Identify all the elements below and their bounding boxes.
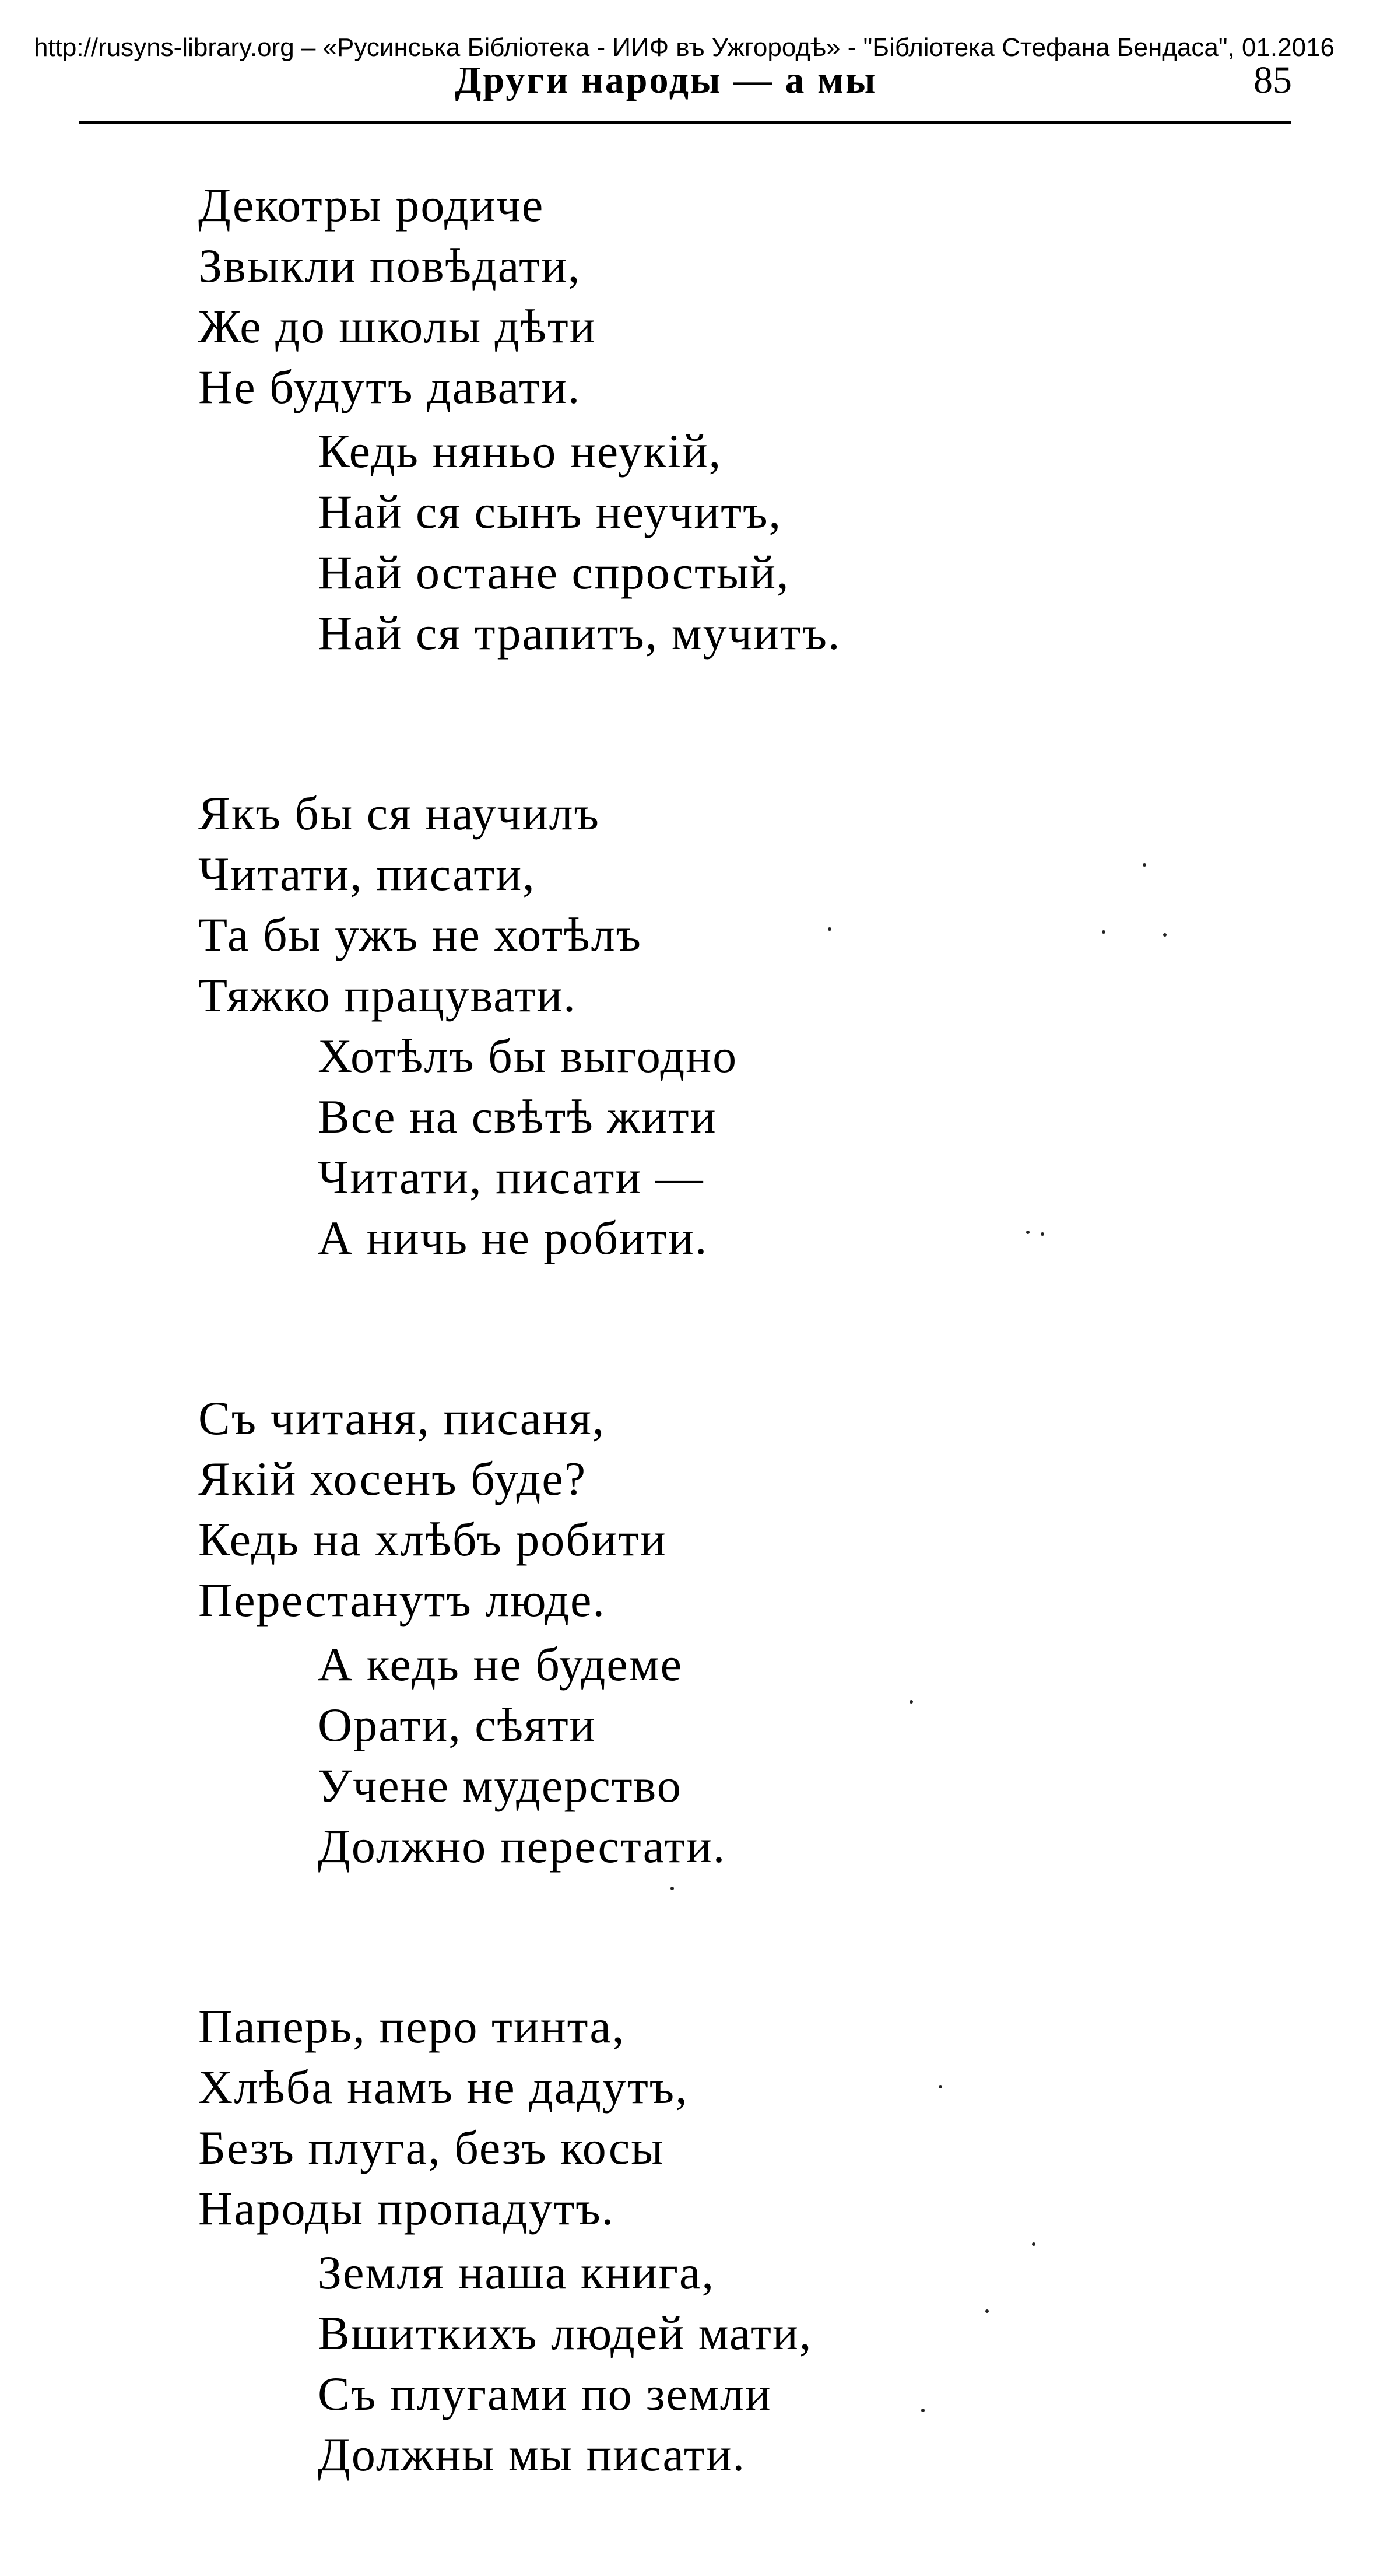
header-rule [79, 121, 1291, 124]
poem-line-indented: Най ся трапитъ, мучитъ. [318, 607, 841, 660]
poem-line-indented: Читати, писати — [318, 1151, 704, 1204]
poem-line-indented: Хотѣлъ бы выгодно [318, 1029, 738, 1082]
scan-speck [910, 1700, 913, 1704]
poem-line: Же до школы дѣти [198, 300, 596, 353]
stanza [0, 175, 1373, 664]
stanza [0, 783, 1373, 1268]
poem-line-indented: А кедь не будеме [318, 1638, 683, 1691]
poem-line: Безъ плуга, безъ косы [198, 2121, 665, 2174]
running-title: Други народы — а мы [455, 59, 877, 101]
poem-line: Съ читаня, писаня, [198, 1392, 606, 1445]
scan-speck [921, 2409, 925, 2412]
scan-speck [1102, 930, 1105, 934]
poem-line-indented: Земля наша книга, [318, 2246, 715, 2299]
poem-line-indented: А ничь не робити. [318, 1211, 708, 1264]
scan-speck [1041, 1232, 1044, 1236]
poem-line: Перестанутъ люде. [198, 1573, 606, 1627]
poem-line: Декотры родиче [198, 178, 545, 232]
scan-speck [1143, 863, 1146, 867]
scan-speck [670, 1887, 674, 1890]
source-url-line: http://rusyns-library.org – «Русинська Бібліотека - ИИФ въ Ужгородѣ» - "Бібліотека Стефана Бендаса", 01.2016 [34, 33, 1335, 62]
stanza [0, 1388, 1373, 1877]
scan-speck [1026, 1231, 1030, 1234]
page-number: 85 [1253, 59, 1292, 101]
scan-speck [1032, 2242, 1035, 2246]
poem-line-indented: Съ плугами по земли [318, 2367, 772, 2420]
scan-speck [939, 2085, 942, 2088]
poem-line: Читати, писати, [198, 847, 536, 900]
scan-speck [828, 927, 831, 931]
poem-line-indented: Кедь няньо неукій, [318, 425, 722, 478]
poem [0, 175, 1373, 2485]
running-header [0, 58, 1373, 111]
poem-line-indented: Вшиткихъ людей мати, [318, 2307, 813, 2360]
poem-line-indented: Най остане спростый, [318, 546, 790, 599]
poem-line: Народы пропадутъ. [198, 2182, 615, 2235]
poem-line: Паперь, перо тинта, [198, 2000, 626, 2053]
scan-speck [1163, 933, 1167, 937]
poem-line-indented: Все на свѣтѣ жити [318, 1090, 717, 1143]
poem-line-indented: Орати, сѣяти [318, 1698, 596, 1751]
poem-line: Хлѣба намъ не дадутъ, [198, 2060, 689, 2114]
poem-line: Звыкли повѣдати, [198, 239, 581, 292]
poem-line: Та бы ужъ не хотѣлъ [198, 908, 642, 961]
stanza [0, 1996, 1373, 2485]
poem-line: Якъ бы ся научилъ [198, 787, 600, 840]
poem-line: Кедь на хлѣбъ робити [198, 1513, 667, 1566]
scan-speck [985, 2309, 989, 2313]
poem-line-indented: Учене мудерство [318, 1759, 682, 1812]
poem-line-indented: Должно перестати. [318, 1820, 726, 1873]
poem-line-indented: Най ся сынъ неучитъ, [318, 485, 782, 538]
poem-line: Тяжко працувати. [198, 969, 577, 1022]
poem-line: Якій хосенъ буде? [198, 1452, 587, 1505]
poem-line: Не будутъ давати. [198, 360, 581, 413]
poem-line-indented: Должны мы писати. [318, 2428, 746, 2481]
